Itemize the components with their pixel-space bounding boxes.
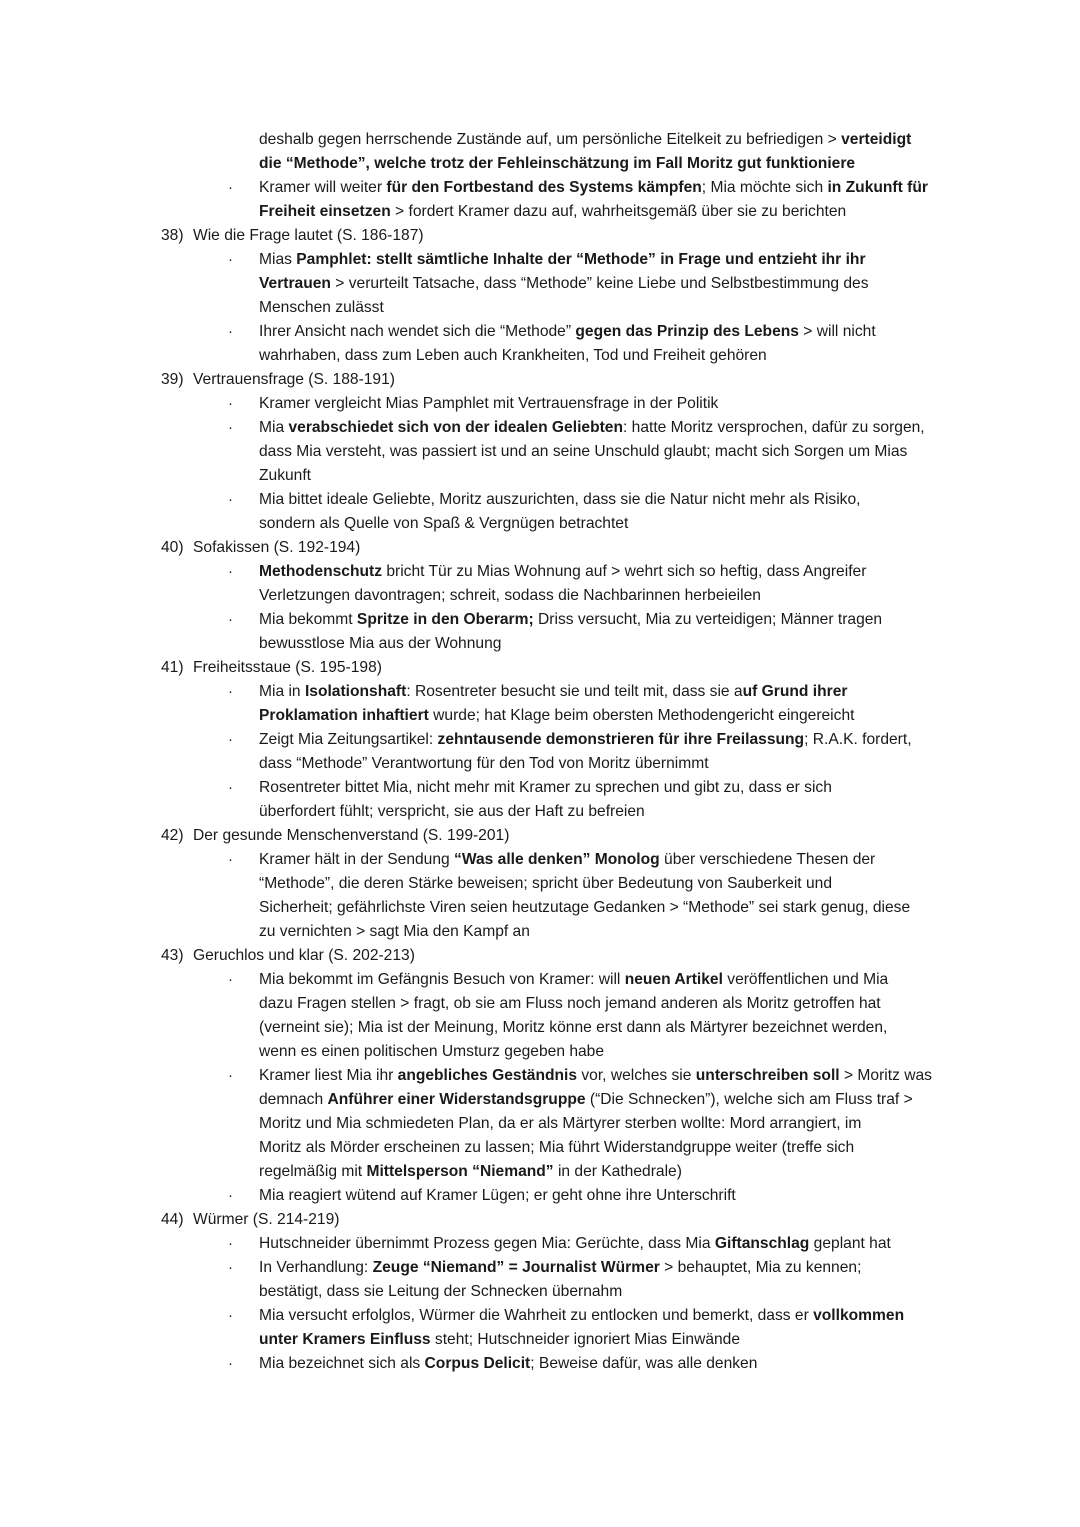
bullet-item (0, 608, 1080, 632)
text: : Rosentreter besucht sie und teilt mit, dass sie a (406, 683, 743, 700)
text: geplant hat (809, 1235, 891, 1252)
chapter-number: 43) (161, 947, 184, 964)
document-body (0, 128, 1080, 1376)
text: Moritz und Mia schmiedeten Plan, da er als Märtyrer sterben wollte: Mord arrangiert, im (259, 1115, 862, 1132)
chapter-heading (0, 224, 1080, 248)
bullet-item (0, 1304, 1080, 1328)
text: bewusstlose Mia aus der Wohnung (259, 635, 502, 652)
bold-text: Spritze in den Oberarm; (356, 611, 534, 628)
bullet-icon: · (228, 1067, 233, 1084)
text: in der Kathedrale) (553, 1163, 682, 1180)
text: > fordert Kramer dazu auf, wahrheitsgemäß über sie zu berichten (390, 203, 847, 220)
bold-text: für den Fortbestand des Systems kämpfen (386, 179, 702, 196)
text: Mia bekommt (259, 611, 357, 628)
text: Moritz als Mörder erscheinen zu lassen; Mia führt Widerstandgruppe weiter (treffe sich (259, 1139, 855, 1156)
bullet-continuation (0, 800, 1080, 824)
text: Mia bezeichnet sich als (259, 1355, 425, 1372)
bullet-continuation (0, 1160, 1080, 1184)
text: : hatte Moritz versprochen, dafür zu sorgen, (623, 419, 925, 436)
bullet-item (0, 392, 1080, 416)
chapter-number: 41) (161, 659, 184, 676)
chapter-number: 42) (161, 827, 184, 844)
bold-text: unterschreiben soll (695, 1067, 840, 1084)
text: Kramer vergleicht Mias Pamphlet mit Vertrauensfrage in der Politik (259, 395, 719, 412)
bold-text: Freiheit einsetzen (259, 203, 391, 220)
text: sondern als Quelle von Spaß & Vergnügen betrachtet (259, 515, 629, 532)
chapter-number: 38) (161, 227, 184, 244)
text: ; Mia möchte sich (701, 179, 828, 196)
bullet-icon: · (228, 491, 233, 508)
bullet-continuation (0, 704, 1080, 728)
text: Mias (259, 251, 297, 268)
bullet-item (0, 1064, 1080, 1088)
bullet-continuation (0, 896, 1080, 920)
bullet-item (0, 1256, 1080, 1280)
text: Verletzungen davontragen; schreit, sodass die Nachbarinnen herbeieilen (259, 587, 761, 604)
chapter-number: 39) (161, 371, 184, 388)
bullet-icon: · (228, 1259, 233, 1276)
bold-text: vollkommen (813, 1307, 905, 1324)
text: ; R.A.K. fordert, (804, 731, 912, 748)
text: “Methode”, die deren Stärke beweisen; spricht über Bedeutung von Sauberkeit und (259, 875, 832, 892)
text: Sicherheit; gefährlichste Viren seien heutzutage Gedanken > “Methode” sei stark genug, diese (259, 899, 911, 916)
text: über verschiedene Thesen der (659, 851, 876, 868)
chapter-heading (0, 656, 1080, 680)
text: Hutschneider übernimmt Prozess gegen Mia: Gerüchte, dass Mia (259, 1235, 715, 1252)
text: > will nicht (798, 323, 876, 340)
bold-text: Isolationshaft (304, 683, 407, 700)
text: Zeigt Mia Zeitungsartikel: (259, 731, 438, 748)
text: Vertrauensfrage (S. 188-191) (193, 371, 395, 388)
bullet-icon: · (228, 563, 233, 580)
bullet-continuation (0, 272, 1080, 296)
text: Freiheitsstaue (S. 195-198) (193, 659, 382, 676)
text: Mia reagiert wütend auf Kramer Lügen; er geht ohne ihre Unterschrift (259, 1187, 736, 1204)
bold-text: uf Grund ihrer (742, 683, 848, 700)
text: Zukunft (259, 467, 312, 484)
bold-text: angebliches Geständnis (397, 1067, 578, 1084)
text: dass “Methode” Verantwortung für den Tod von Moritz übernimmt (259, 755, 709, 772)
bold-text: Methodenschutz (259, 563, 383, 580)
text: Kramer hält in der Sendung (259, 851, 455, 868)
bullet-continuation (0, 872, 1080, 896)
bold-text: Pamphlet: stellt sämtliche Inhalte der “Methode” in Frage und entzieht ihr ihr (296, 251, 866, 268)
chapter-heading (0, 824, 1080, 848)
bold-text: Anführer einer Widerstandsgruppe (327, 1091, 586, 1108)
text: wurde; hat Klage beim obersten Methodengericht eingereicht (428, 707, 855, 724)
text: veröffentlichen und Mia (722, 971, 889, 988)
bold-text: verabschiedet sich von der idealen Geliebten (288, 419, 623, 436)
chapter-heading (0, 1208, 1080, 1232)
bold-text: gegen das Prinzip des Lebens (575, 323, 799, 340)
bullet-item (0, 728, 1080, 752)
bullet-continuation (0, 464, 1080, 488)
text: Mia (259, 419, 289, 436)
bullet-icon: · (228, 851, 233, 868)
bullet-item (0, 176, 1080, 200)
chapter-number: 40) (161, 539, 184, 556)
bullet-icon: · (228, 683, 233, 700)
bullet-item (0, 488, 1080, 512)
bold-text: Giftanschlag (714, 1235, 810, 1252)
text: Mia bekommt im Gefängnis Besuch von Kramer: will (259, 971, 625, 988)
bullet-icon: · (228, 323, 233, 340)
bullet-continuation (0, 440, 1080, 464)
text: zu vernichten > sagt Mia den Kampf an (259, 923, 530, 940)
bullet-item (0, 680, 1080, 704)
bullet-icon: · (228, 779, 233, 796)
bullet-continuation (0, 152, 1080, 176)
chapter-number: 44) (161, 1211, 184, 1228)
bullet-icon: · (228, 1355, 233, 1372)
text: Kramer will weiter (259, 179, 387, 196)
text: wenn es einen politischen Umsturz gegeben habe (259, 1043, 605, 1060)
text: In Verhandlung: (259, 1259, 373, 1276)
text: vor, welches sie (577, 1067, 696, 1084)
text: Der gesunde Menschenverstand (S. 199-201) (193, 827, 510, 844)
chapter-heading (0, 368, 1080, 392)
bold-text: Zeuge “Niemand” = Journalist Würmer (372, 1259, 660, 1276)
bullet-item (0, 848, 1080, 872)
bullet-continuation (0, 1112, 1080, 1136)
bold-text: zehntausende demonstrieren für ihre Freilassung (437, 731, 805, 748)
bullet-icon: · (228, 179, 233, 196)
bullet-continuation (0, 200, 1080, 224)
bullet-item (0, 1232, 1080, 1256)
bullet-continuation (0, 992, 1080, 1016)
bullet-item (0, 560, 1080, 584)
text: regelmäßig mit (259, 1163, 367, 1180)
chapter-heading (0, 536, 1080, 560)
bullet-item (0, 968, 1080, 992)
bullet-icon: · (228, 395, 233, 412)
text: Rosentreter bittet Mia, nicht mehr mit Kramer zu sprechen und gibt zu, dass er sich (259, 779, 832, 796)
bold-text: “Was alle denken” Monolog (454, 851, 660, 868)
text: ; Beweise dafür, was alle denken (530, 1355, 758, 1372)
text: wahrhaben, dass zum Leben auch Krankheiten, Tod und Freiheit gehören (259, 347, 767, 364)
text: Mia bittet ideale Geliebte, Moritz auszurichten, dass sie die Natur nicht mehr als Risiko, (259, 491, 861, 508)
bullet-continuation (0, 1040, 1080, 1064)
bullet-continuation (0, 1328, 1080, 1352)
text: bestätigt, dass sie Leitung der Schnecken übernahm (259, 1283, 623, 1300)
text: > Moritz was (839, 1067, 932, 1084)
text: Menschen zulässt (259, 299, 384, 316)
bullet-continuation (0, 128, 1080, 152)
bullet-continuation (0, 1136, 1080, 1160)
bold-text: Vertrauen (259, 275, 331, 292)
bullet-continuation (0, 1016, 1080, 1040)
bullet-continuation (0, 1088, 1080, 1112)
text: > behauptet, Mia zu kennen; (659, 1259, 862, 1276)
bullet-continuation (0, 584, 1080, 608)
text: dass Mia versteht, was passiert ist und an seine Unschuld glaubt; macht sich Sorgen um Mias (259, 443, 908, 460)
bullet-item (0, 776, 1080, 800)
bullet-item (0, 248, 1080, 272)
bullet-icon: · (228, 731, 233, 748)
bold-text: Corpus Delicit (424, 1355, 531, 1372)
bullet-icon: · (228, 611, 233, 628)
text: demnach (259, 1091, 328, 1108)
bullet-continuation (0, 920, 1080, 944)
bullet-continuation (0, 1280, 1080, 1304)
text: Mia versucht erfolglos, Würmer die Wahrheit zu entlocken und bemerkt, dass er (259, 1307, 814, 1324)
bold-text: unter Kramers Einfluss (259, 1331, 431, 1348)
bullet-continuation (0, 296, 1080, 320)
text: Würmer (S. 214-219) (193, 1211, 340, 1228)
text: Mia in (259, 683, 305, 700)
text: Wie die Frage lautet (S. 186-187) (193, 227, 424, 244)
bullet-item (0, 1184, 1080, 1208)
bullet-icon: · (228, 419, 233, 436)
bullet-icon: · (228, 1235, 233, 1252)
text: Driss versucht, Mia zu verteidigen; Männer tragen (533, 611, 883, 628)
bold-text: die “Methode”, welche trotz der Fehleinschätzung im Fall Moritz gut funktioniere (259, 155, 856, 172)
bullet-icon: · (228, 1187, 233, 1204)
text: Geruchlos und klar (S. 202-213) (193, 947, 415, 964)
text: (“Die Schnecken”), welche sich am Fluss traf > (585, 1091, 913, 1108)
bold-text: verteidigt (841, 131, 912, 148)
bullet-icon: · (228, 1307, 233, 1324)
bold-text: neuen Artikel (624, 971, 723, 988)
chapter-heading (0, 944, 1080, 968)
text: Ihrer Ansicht nach wendet sich die “Methode” (259, 323, 576, 340)
text: deshalb gegen herrschende Zustände auf, um persönliche Eitelkeit zu befriedigen > (259, 131, 842, 148)
bullet-item (0, 416, 1080, 440)
bullet-continuation (0, 632, 1080, 656)
bullet-icon: · (228, 971, 233, 988)
bold-text: Mittelsperson “Niemand” (366, 1163, 554, 1180)
text: dazu Fragen stellen > fragt, ob sie am Fluss noch jemand anderen als Moritz getroffen hat (259, 995, 881, 1012)
text: steht; Hutschneider ignoriert Mias Einwände (430, 1331, 741, 1348)
bold-text: Proklamation inhaftiert (259, 707, 429, 724)
text: bricht Tür zu Mias Wohnung auf > wehrt sich so heftig, dass Angreifer (382, 563, 867, 580)
text: Sofakissen (S. 192-194) (193, 539, 361, 556)
bullet-continuation (0, 512, 1080, 536)
bullet-item (0, 320, 1080, 344)
text: (verneint sie); Mia ist der Meinung, Moritz könne erst dann als Märtyrer bezeichnet werden, (259, 1019, 888, 1036)
bullet-icon: · (228, 251, 233, 268)
text: > verurteilt Tatsache, dass “Methode” keine Liebe und Selbstbestimmung des (330, 275, 869, 292)
bullet-item (0, 1352, 1080, 1376)
bullet-continuation (0, 344, 1080, 368)
bold-text: in Zukunft für (827, 179, 928, 196)
text: Kramer liest Mia ihr (259, 1067, 398, 1084)
bullet-continuation (0, 752, 1080, 776)
text: überfordert fühlt; verspricht, sie aus der Haft zu befreien (259, 803, 645, 820)
